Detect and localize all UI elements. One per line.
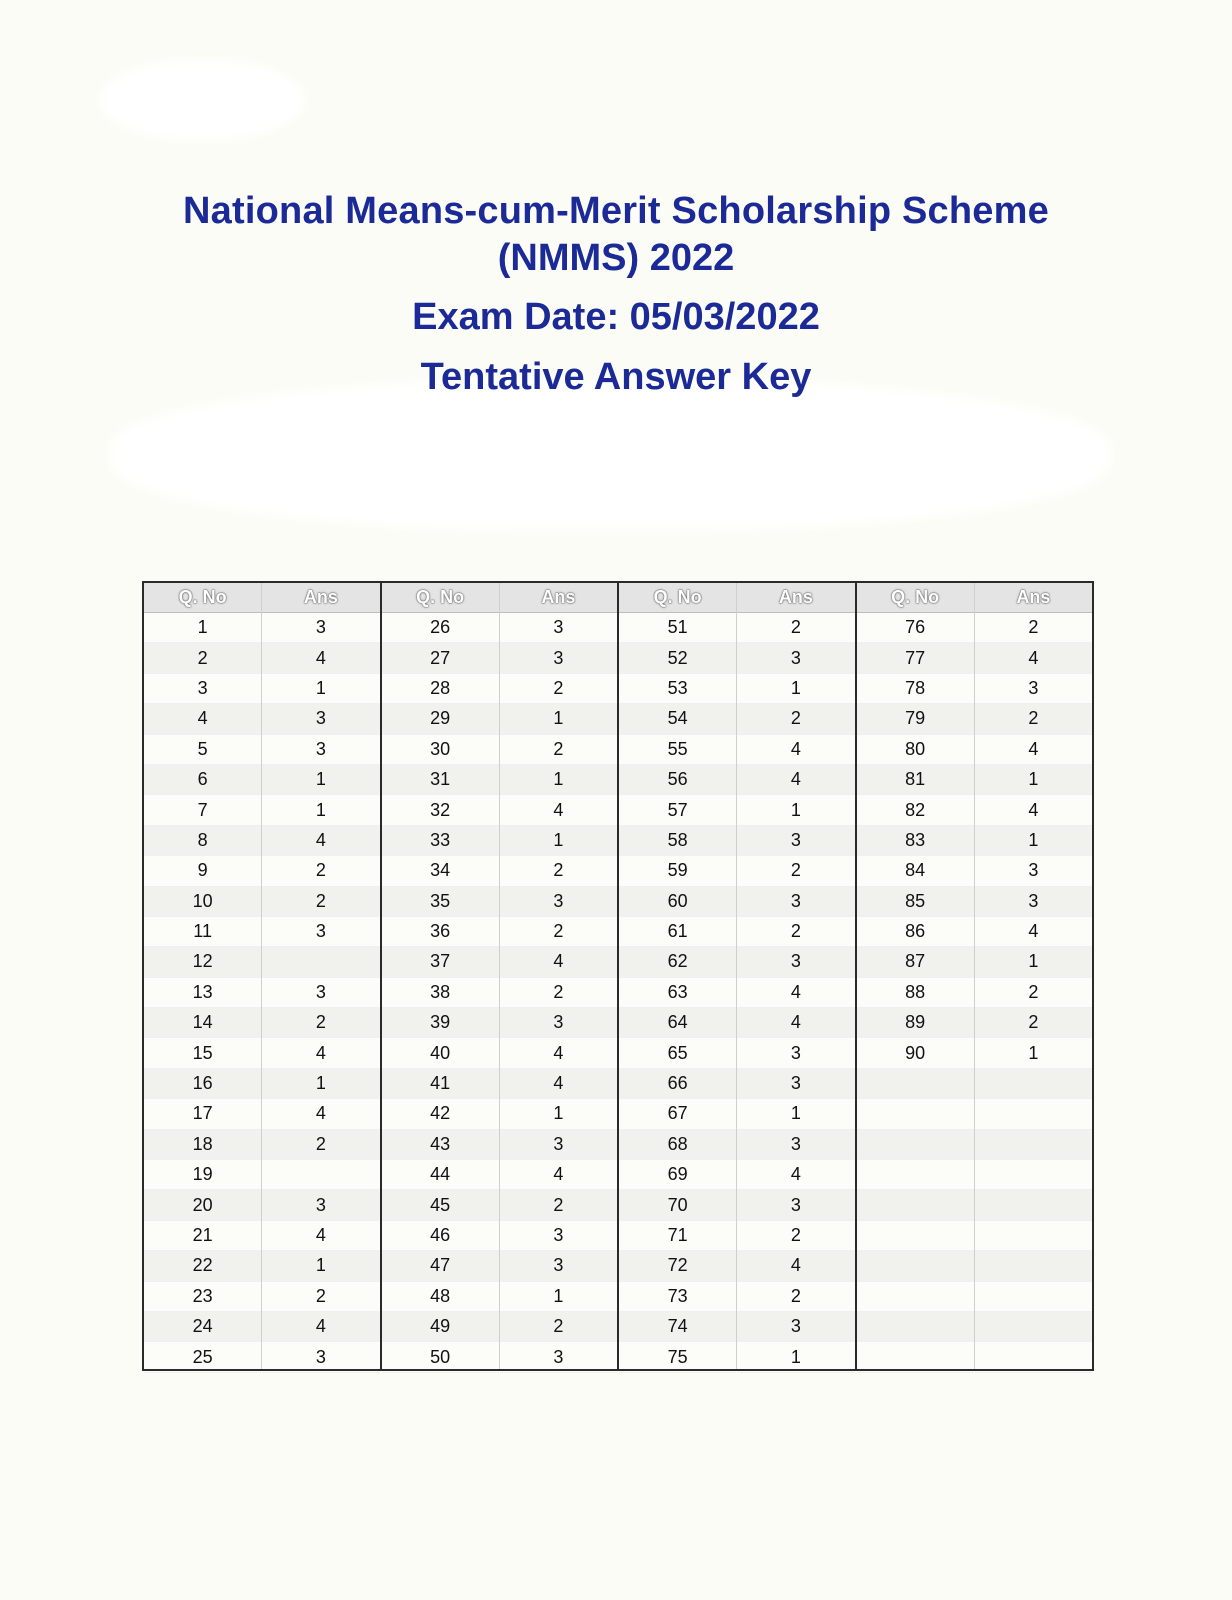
question-number-cell: 13 [144, 978, 261, 1008]
answer-cell: 4 [262, 1221, 379, 1251]
question-number-cell: 17 [144, 1099, 261, 1129]
question-number-cell: 64 [619, 1008, 736, 1038]
question-number-cell: 81 [857, 765, 974, 795]
question-number-cell: 23 [144, 1282, 261, 1312]
answer-cell: 2 [737, 1221, 854, 1251]
question-number-cell: 76 [857, 613, 974, 643]
question-number-cell: 50 [382, 1342, 499, 1372]
answer-cell: 3 [262, 917, 379, 947]
answer-cell: 4 [500, 1038, 617, 1068]
answer-cell: 4 [975, 643, 1092, 673]
question-number-cell: 12 [144, 947, 261, 977]
question-number-cell: 34 [382, 856, 499, 886]
answer-cell: 4 [737, 978, 854, 1008]
answer-cell: 3 [737, 643, 854, 673]
question-number-cell: 4 [144, 704, 261, 734]
answer-cell: 1 [262, 795, 379, 825]
question-number-cell: 22 [144, 1251, 261, 1281]
answer-cell: 3 [500, 613, 617, 643]
question-number-cell: 84 [857, 856, 974, 886]
question-number-cell: 32 [382, 795, 499, 825]
answer-cell: 4 [262, 643, 379, 673]
answer-cell: 1 [500, 1099, 617, 1129]
answer-cell: 3 [737, 1190, 854, 1220]
question-number-cell: 85 [857, 887, 974, 917]
answer-cell: 1 [737, 1099, 854, 1129]
question-number-cell: 57 [619, 795, 736, 825]
answer-cell: 2 [737, 613, 854, 643]
question-number-cell: 48 [382, 1282, 499, 1312]
answer-cell: 1 [262, 1069, 379, 1099]
answer-cell: 3 [262, 978, 379, 1008]
answer-cell: 4 [737, 1160, 854, 1190]
question-number-cell: 16 [144, 1069, 261, 1099]
answer-cell: 1 [262, 765, 379, 795]
question-number-cell: 59 [619, 856, 736, 886]
page-title-line1: National Means-cum-Merit Scholarship Scheme [183, 190, 1049, 232]
question-number-cell: 72 [619, 1251, 736, 1281]
question-number-cell: 53 [619, 674, 736, 704]
question-number-cell: 74 [619, 1312, 736, 1342]
answer-cell: 2 [975, 613, 1092, 643]
header-answer: Ans [975, 583, 1092, 613]
answer-cell [975, 1190, 1092, 1220]
question-number-cell: 61 [619, 917, 736, 947]
answer-cell: 4 [500, 795, 617, 825]
answer-cell: 1 [975, 826, 1092, 856]
question-number-cell: 8 [144, 826, 261, 856]
question-number-cell: 38 [382, 978, 499, 1008]
answer-cell: 3 [262, 735, 379, 765]
question-number-cell: 68 [619, 1130, 736, 1160]
question-number-cell: 56 [619, 765, 736, 795]
question-number-cell [857, 1099, 974, 1129]
header-answer: Ans [262, 583, 379, 613]
answer-key-table [142, 581, 1094, 1371]
header-question-number: Q. No [144, 583, 261, 613]
white-smudge-top [100, 60, 305, 140]
column-ans-group-2 [500, 583, 619, 1369]
header-answer: Ans [737, 583, 854, 613]
answer-cell: 4 [262, 1099, 379, 1129]
answer-cell: 3 [262, 704, 379, 734]
column-ans-group-1 [262, 583, 381, 1369]
question-number-cell: 46 [382, 1221, 499, 1251]
answer-cell: 1 [975, 947, 1092, 977]
question-number-cell [857, 1342, 974, 1372]
question-number-cell: 2 [144, 643, 261, 673]
answer-cell: 2 [500, 856, 617, 886]
question-number-cell: 20 [144, 1190, 261, 1220]
header-question-number: Q. No [619, 583, 736, 613]
answer-cell: 2 [262, 887, 379, 917]
answer-cell: 3 [737, 1130, 854, 1160]
question-number-cell: 79 [857, 704, 974, 734]
answer-cell: 1 [737, 1342, 854, 1372]
exam-date: Exam Date: 05/03/2022 [412, 296, 820, 338]
question-number-cell: 65 [619, 1038, 736, 1068]
question-number-cell: 40 [382, 1038, 499, 1068]
question-number-cell: 63 [619, 978, 736, 1008]
answer-key-title: Tentative Answer Key [420, 356, 812, 398]
answer-cell [975, 1069, 1092, 1099]
question-number-cell: 39 [382, 1008, 499, 1038]
question-number-cell: 24 [144, 1312, 261, 1342]
answer-cell: 1 [500, 704, 617, 734]
column-ans-group-4 [975, 583, 1092, 1369]
answer-cell: 2 [500, 735, 617, 765]
answer-cell [975, 1160, 1092, 1190]
question-number-cell: 71 [619, 1221, 736, 1251]
question-number-cell: 10 [144, 887, 261, 917]
answer-cell: 2 [500, 1312, 617, 1342]
question-number-cell: 52 [619, 643, 736, 673]
header-answer: Ans [500, 583, 617, 613]
answer-cell: 3 [975, 674, 1092, 704]
answer-cell: 2 [737, 704, 854, 734]
answer-cell: 4 [500, 1160, 617, 1190]
answer-cell: 3 [262, 1190, 379, 1220]
answer-cell: 4 [262, 1312, 379, 1342]
answer-cell: 2 [262, 1008, 379, 1038]
answer-cell: 3 [500, 1251, 617, 1281]
answer-cell: 2 [975, 704, 1092, 734]
answer-cell [262, 947, 379, 977]
question-number-cell: 44 [382, 1160, 499, 1190]
question-number-cell: 78 [857, 674, 974, 704]
question-number-cell: 29 [382, 704, 499, 734]
question-number-cell [857, 1221, 974, 1251]
column-qno-group-2 [382, 583, 500, 1369]
answer-cell: 2 [975, 978, 1092, 1008]
question-number-cell: 27 [382, 643, 499, 673]
question-number-cell: 25 [144, 1342, 261, 1372]
question-number-cell: 41 [382, 1069, 499, 1099]
column-ans-group-3 [737, 583, 856, 1369]
answer-cell: 1 [500, 765, 617, 795]
question-number-cell: 42 [382, 1099, 499, 1129]
answer-cell: 3 [737, 887, 854, 917]
question-number-cell: 26 [382, 613, 499, 643]
answer-cell [975, 1099, 1092, 1129]
answer-cell: 4 [737, 1008, 854, 1038]
question-number-cell [857, 1190, 974, 1220]
question-number-cell: 43 [382, 1130, 499, 1160]
question-number-cell: 1 [144, 613, 261, 643]
answer-cell: 2 [500, 917, 617, 947]
column-qno-group-4 [857, 583, 975, 1369]
question-number-cell [857, 1312, 974, 1342]
column-qno-group-1 [144, 583, 262, 1369]
question-number-cell [857, 1160, 974, 1190]
question-number-cell: 87 [857, 947, 974, 977]
answer-cell: 2 [500, 674, 617, 704]
answer-cell [975, 1130, 1092, 1160]
answer-cell: 4 [737, 765, 854, 795]
question-number-cell: 3 [144, 674, 261, 704]
question-number-cell: 49 [382, 1312, 499, 1342]
answer-cell: 3 [500, 643, 617, 673]
answer-cell: 3 [975, 856, 1092, 886]
header-question-number: Q. No [382, 583, 499, 613]
question-number-cell: 36 [382, 917, 499, 947]
question-number-cell: 82 [857, 795, 974, 825]
question-number-cell: 75 [619, 1342, 736, 1372]
question-number-cell: 7 [144, 795, 261, 825]
question-number-cell: 69 [619, 1160, 736, 1190]
question-number-cell: 30 [382, 735, 499, 765]
answer-cell: 2 [737, 1282, 854, 1312]
answer-cell: 2 [262, 856, 379, 886]
question-number-cell: 28 [382, 674, 499, 704]
answer-cell: 4 [737, 1251, 854, 1281]
question-number-cell: 18 [144, 1130, 261, 1160]
answer-cell: 4 [262, 1038, 379, 1068]
answer-cell: 1 [262, 1251, 379, 1281]
question-number-cell: 88 [857, 978, 974, 1008]
question-number-cell: 77 [857, 643, 974, 673]
answer-cell: 2 [737, 917, 854, 947]
question-number-cell: 9 [144, 856, 261, 886]
answer-cell: 4 [500, 947, 617, 977]
answer-cell: 1 [500, 826, 617, 856]
answer-cell [262, 1160, 379, 1190]
header-question-number: Q. No [857, 583, 974, 613]
answer-cell: 3 [975, 887, 1092, 917]
page-title-line2: (NMMS) 2022 [497, 237, 735, 279]
question-number-cell: 31 [382, 765, 499, 795]
question-number-cell: 19 [144, 1160, 261, 1190]
answer-cell: 1 [500, 1282, 617, 1312]
question-number-cell: 62 [619, 947, 736, 977]
answer-cell: 4 [500, 1069, 617, 1099]
answer-cell: 1 [975, 1038, 1092, 1068]
answer-cell: 3 [262, 613, 379, 643]
white-smudge-middle [110, 380, 1110, 530]
answer-cell: 2 [500, 978, 617, 1008]
answer-cell: 3 [737, 947, 854, 977]
question-number-cell [857, 1130, 974, 1160]
answer-cell: 4 [737, 735, 854, 765]
answer-cell: 3 [737, 1069, 854, 1099]
question-number-cell: 37 [382, 947, 499, 977]
answer-cell: 4 [975, 735, 1092, 765]
question-number-cell: 86 [857, 917, 974, 947]
answer-cell: 3 [500, 1130, 617, 1160]
answer-cell: 2 [737, 856, 854, 886]
question-number-cell: 89 [857, 1008, 974, 1038]
answer-cell: 3 [262, 1342, 379, 1372]
answer-cell [975, 1282, 1092, 1312]
question-number-cell: 15 [144, 1038, 261, 1068]
answer-cell: 3 [737, 1038, 854, 1068]
question-number-cell: 45 [382, 1190, 499, 1220]
answer-cell [975, 1312, 1092, 1342]
question-number-cell [857, 1069, 974, 1099]
question-number-cell: 6 [144, 765, 261, 795]
answer-cell: 3 [500, 1221, 617, 1251]
answer-cell: 3 [500, 1342, 617, 1372]
question-number-cell: 67 [619, 1099, 736, 1129]
answer-cell: 2 [262, 1282, 379, 1312]
question-number-cell: 54 [619, 704, 736, 734]
answer-cell: 2 [975, 1008, 1092, 1038]
answer-cell: 4 [975, 795, 1092, 825]
question-number-cell: 66 [619, 1069, 736, 1099]
answer-cell: 2 [262, 1130, 379, 1160]
answer-cell: 1 [737, 674, 854, 704]
question-number-cell: 73 [619, 1282, 736, 1312]
answer-cell: 3 [500, 1008, 617, 1038]
question-number-cell: 58 [619, 826, 736, 856]
question-number-cell: 70 [619, 1190, 736, 1220]
question-number-cell: 60 [619, 887, 736, 917]
question-number-cell: 14 [144, 1008, 261, 1038]
answer-cell: 3 [500, 887, 617, 917]
question-number-cell: 11 [144, 917, 261, 947]
question-number-cell: 5 [144, 735, 261, 765]
question-number-cell: 35 [382, 887, 499, 917]
question-number-cell: 90 [857, 1038, 974, 1068]
question-number-cell [857, 1282, 974, 1312]
question-number-cell: 51 [619, 613, 736, 643]
question-number-cell: 21 [144, 1221, 261, 1251]
answer-cell: 1 [737, 795, 854, 825]
question-number-cell: 80 [857, 735, 974, 765]
column-qno-group-3 [619, 583, 737, 1369]
question-number-cell: 83 [857, 826, 974, 856]
answer-cell: 2 [500, 1190, 617, 1220]
answer-cell: 1 [262, 674, 379, 704]
question-number-cell: 47 [382, 1251, 499, 1281]
question-number-cell [857, 1251, 974, 1281]
question-number-cell: 33 [382, 826, 499, 856]
answer-cell: 4 [975, 917, 1092, 947]
question-number-cell: 55 [619, 735, 736, 765]
answer-cell: 3 [737, 826, 854, 856]
answer-cell [975, 1342, 1092, 1372]
answer-cell [975, 1251, 1092, 1281]
answer-cell: 1 [975, 765, 1092, 795]
answer-cell: 4 [262, 826, 379, 856]
answer-cell: 3 [737, 1312, 854, 1342]
answer-cell [975, 1221, 1092, 1251]
